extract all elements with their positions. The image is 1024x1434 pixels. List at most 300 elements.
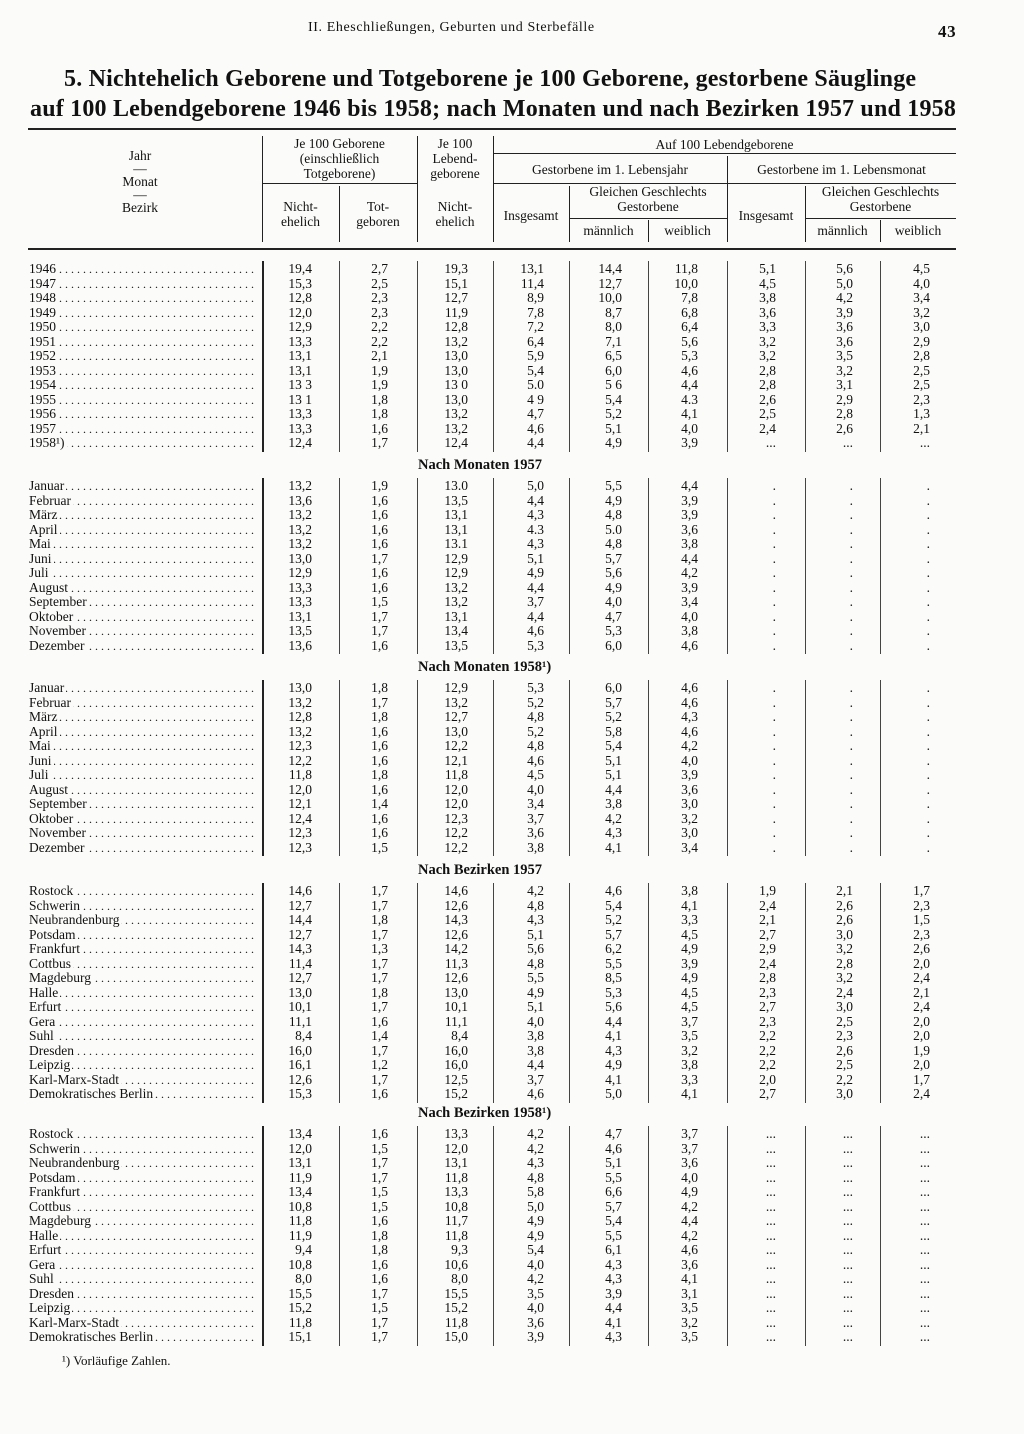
- table-cell: 1,5: [371, 1300, 388, 1315]
- table-cell: 4,1: [681, 897, 698, 913]
- row-label-text: März: [29, 710, 58, 724]
- table-cell: 5,1: [605, 767, 622, 782]
- row-label-text: 1951: [29, 334, 56, 349]
- row-label-text: August: [29, 580, 69, 595]
- table-cell: 5,1: [605, 752, 622, 768]
- table-row: [0, 812, 960, 827]
- table-cell: 3,0: [681, 796, 698, 811]
- table-cell: 2,3: [913, 897, 930, 913]
- row-label: [29, 393, 257, 408]
- row-label: [29, 624, 257, 639]
- header-nichtehelich: [262, 199, 339, 229]
- row-label: [29, 1127, 257, 1142]
- table-cell: ...: [919, 1227, 930, 1243]
- table-cell: 4,9: [681, 941, 698, 956]
- table-cell: 19,3: [444, 261, 468, 276]
- stub-dash: —: [133, 161, 147, 176]
- table-cell: 13,0: [288, 984, 312, 1000]
- table-cell: 5,6: [836, 261, 853, 276]
- table-cell: 4,2: [527, 1126, 544, 1141]
- row-label-text: Demokratisches Berlin: [29, 1330, 154, 1344]
- table-cell: 2,6: [759, 391, 776, 407]
- table-cell: .: [772, 781, 776, 797]
- table-cell: 3,7: [527, 594, 544, 609]
- table-cell: .: [849, 723, 853, 739]
- table-cell: 5,6: [681, 333, 698, 349]
- table-cell: .: [926, 521, 930, 537]
- table-cell: 3,5: [681, 1028, 698, 1043]
- table-cell: 4,8: [527, 709, 544, 724]
- table-cell: 4,1: [605, 1314, 622, 1330]
- table-cell: 1,9: [759, 883, 776, 898]
- table-cell: 5,7: [605, 926, 622, 942]
- table-cell: 2,7: [759, 999, 776, 1014]
- table-cell: .: [849, 637, 853, 653]
- table-cell: 4,2: [681, 1227, 698, 1243]
- row-label-text: 1958¹): [29, 436, 65, 450]
- table-cell: 13,0: [444, 348, 468, 363]
- table-cell: 4,2: [681, 738, 698, 753]
- section-title-text: Nach Bezirken 1957: [418, 862, 543, 878]
- row-label-text: Juni: [29, 551, 52, 566]
- table-cell: 3,9: [681, 767, 698, 782]
- section-title-text: Nach Bezirken 1958¹): [418, 1105, 552, 1121]
- table-cell: .: [926, 752, 930, 768]
- row-label: [29, 812, 257, 827]
- header-gest-jahr: Gestorbene im 1. Lebensjahr: [532, 162, 688, 177]
- table-cell: ...: [842, 1329, 853, 1344]
- table-cell: 4,6: [681, 1242, 698, 1257]
- table-cell: 3,2: [759, 348, 776, 363]
- table-cell: .: [772, 594, 776, 609]
- table-cell: ...: [842, 435, 853, 450]
- table-cell: 4,3: [605, 1329, 622, 1344]
- header-geboren-line: geboren: [356, 214, 400, 229]
- table-cell: 13,6: [288, 492, 312, 508]
- table-cell: 5,7: [605, 1198, 622, 1214]
- table-cell: 2,8: [759, 970, 776, 985]
- table-cell: 2,4: [759, 420, 776, 436]
- table-cell: 11,1: [288, 1013, 312, 1029]
- table-cell: 5,3: [527, 637, 544, 653]
- table-cell: 4,4: [681, 478, 698, 493]
- table-cell: ...: [842, 1227, 853, 1243]
- table-cell: ...: [842, 1198, 853, 1214]
- row-label: [29, 523, 257, 538]
- table-cell: ...: [765, 1285, 776, 1301]
- table-cell: 3,1: [836, 377, 853, 392]
- table-cell: 2,1: [759, 912, 776, 927]
- table-cell: 6,8: [681, 304, 698, 320]
- table-cell: .: [772, 550, 776, 566]
- table-cell: ...: [842, 1271, 853, 1286]
- table-cell: 4,0: [681, 608, 698, 624]
- table-row: [0, 1214, 960, 1229]
- table-cell: 3,6: [836, 333, 853, 349]
- table-row: [0, 957, 960, 972]
- row-label: [29, 508, 257, 523]
- table-cell: .: [772, 478, 776, 493]
- table-cell: 12,6: [444, 926, 468, 942]
- table-row: [0, 523, 960, 538]
- row-label-text: Halle: [29, 985, 59, 1000]
- table-cell: 5,6: [527, 941, 544, 956]
- row-label: [29, 696, 257, 711]
- table-cell: 5,0: [527, 1198, 544, 1214]
- table-cell: 4,4: [681, 550, 698, 566]
- row-label: [29, 349, 257, 364]
- table-cell: 12,2: [444, 738, 468, 753]
- table-cell: 2,3: [836, 1028, 853, 1043]
- table-cell: 2,8: [913, 348, 930, 363]
- table-cell: 3,9: [681, 579, 698, 595]
- table-cell: 1,7: [371, 999, 388, 1014]
- table-cell: .: [849, 839, 853, 855]
- table-row: [0, 899, 960, 914]
- header-weiblich-monat: weiblich: [894, 223, 942, 238]
- table-cell: 12,3: [288, 839, 312, 855]
- table-cell: ...: [765, 1314, 776, 1330]
- table-cell: 1,7: [371, 1155, 388, 1170]
- header-gestorbene-line: Gestorbene: [849, 199, 912, 214]
- table-cell: 4,0: [605, 594, 622, 609]
- hdr-hline: [262, 183, 417, 184]
- table-cell: 4,8: [527, 897, 544, 913]
- row-label-text: September: [29, 797, 87, 811]
- table-cell: 5 6: [605, 377, 622, 392]
- row-label: [29, 1258, 257, 1273]
- table-cell: 2,0: [913, 1028, 930, 1043]
- table-cell: 13,1: [444, 521, 468, 537]
- table-cell: 1,5: [371, 594, 388, 609]
- table-cell: 4,2: [527, 1271, 544, 1286]
- table-row: [0, 841, 960, 856]
- table-cell: 4,3: [527, 1155, 544, 1170]
- table-cell: 3,8: [527, 839, 544, 855]
- row-label-text: Suhl: [29, 1029, 54, 1043]
- table-cell: ...: [919, 1140, 930, 1156]
- table-cell: 13,4: [444, 623, 468, 638]
- table-cell: 3,0: [836, 1086, 853, 1101]
- table-cell: .: [772, 752, 776, 768]
- table-cell: 2,5: [913, 362, 930, 378]
- table-cell: 15,3: [288, 275, 312, 291]
- table-cell: ...: [765, 1271, 776, 1286]
- table-cell: 12,0: [444, 1140, 468, 1156]
- table-cell: 13,2: [444, 333, 468, 349]
- table-cell: 2,6: [836, 1042, 853, 1058]
- header-je100-geborene-line: Je 100 Geborene: [294, 136, 385, 151]
- table-row: [0, 393, 960, 408]
- table-cell: 13,0: [444, 723, 468, 739]
- table-cell: ...: [765, 435, 776, 450]
- table-cell: 5,2: [605, 709, 622, 724]
- row-label: [29, 1000, 257, 1015]
- table-cell: 5,9: [527, 348, 544, 363]
- header-gest-monat: Gestorbene im 1. Lebensmonat: [757, 162, 926, 177]
- table-cell: 15,5: [288, 1285, 312, 1301]
- row-label: [29, 1200, 257, 1215]
- row-label-text: Leipzig: [29, 1058, 71, 1072]
- table-cell: 11,9: [288, 1169, 312, 1185]
- table-cell: ...: [919, 1213, 930, 1228]
- table-cell: 4,9: [605, 435, 622, 450]
- table-cell: 4,1: [681, 1271, 698, 1286]
- table-cell: ...: [919, 1242, 930, 1257]
- table-cell: .: [926, 738, 930, 753]
- table-cell: 2,1: [836, 883, 853, 898]
- table-cell: 13,0: [288, 550, 312, 566]
- row-label-text: Erfurt: [29, 1000, 62, 1014]
- table-cell: 1,6: [371, 825, 388, 840]
- stub-bezirk: Bezirk: [122, 200, 158, 215]
- table-cell: .: [849, 767, 853, 782]
- table-cell: 11,4: [288, 955, 312, 971]
- table-cell: 16,0: [444, 1057, 468, 1072]
- table-cell: ...: [919, 1198, 930, 1214]
- table-cell: 12,0: [288, 781, 312, 797]
- table-cell: 11,8: [674, 261, 698, 276]
- row-label: [29, 1029, 257, 1044]
- table-cell: 5,1: [605, 420, 622, 436]
- table-cell: 16,1: [288, 1057, 312, 1072]
- table-row: [0, 291, 960, 306]
- table-cell: ...: [765, 1256, 776, 1272]
- table-cell: 1,8: [371, 1227, 388, 1243]
- table-cell: 2,6: [836, 897, 853, 913]
- table-row: [0, 1127, 960, 1142]
- table-cell: 1,9: [371, 478, 388, 493]
- table-cell: 1,9: [913, 1042, 930, 1058]
- table-cell: .: [849, 680, 853, 695]
- table-row: [0, 407, 960, 422]
- table-cell: 12,2: [444, 825, 468, 840]
- header-ehelich-line: ehelich: [435, 214, 475, 229]
- table-cell: 1,6: [371, 1256, 388, 1272]
- table-cell: 4,2: [836, 290, 853, 305]
- table-cell: 1,5: [371, 1184, 388, 1199]
- row-label: [29, 1287, 257, 1302]
- table-cell: 3,5: [681, 1329, 698, 1344]
- table-cell: 2,1: [913, 420, 930, 436]
- table-cell: 5,5: [527, 970, 544, 985]
- row-label-text: Schwerin: [29, 1141, 80, 1156]
- table-row: [0, 349, 960, 364]
- table-row: [0, 1200, 960, 1215]
- table-cell: 4,6: [681, 723, 698, 739]
- table-cell: 3,6: [759, 304, 776, 320]
- table-cell: 12,9: [444, 680, 468, 695]
- stub-dash: —: [133, 187, 147, 202]
- table-cell: .: [772, 608, 776, 624]
- table-cell: 1,4: [371, 796, 388, 811]
- table-cell: 13,2: [444, 579, 468, 595]
- table-cell: 1,7: [371, 623, 388, 638]
- table-cell: .: [849, 825, 853, 840]
- table-cell: 11,8: [444, 1314, 468, 1330]
- table-cell: .: [849, 507, 853, 522]
- table-row: [0, 1000, 960, 1015]
- table-cell: 2,4: [913, 1086, 930, 1101]
- table-cell: 11,8: [444, 1169, 468, 1185]
- table-row: [0, 624, 960, 639]
- table-cell: 5,2: [527, 723, 544, 739]
- table-cell: 2,3: [759, 984, 776, 1000]
- table-cell: 13,2: [288, 723, 312, 739]
- table-cell: 13,6: [288, 637, 312, 653]
- table-cell: 12,4: [288, 435, 312, 450]
- table-cell: 1,7: [371, 1329, 388, 1344]
- table-cell: 12,7: [444, 290, 468, 305]
- table-row: [0, 884, 960, 899]
- table-row: [0, 566, 960, 581]
- row-label-text: Neubrandenburg: [29, 1156, 120, 1170]
- row-label-text: Cottbus: [29, 1199, 72, 1214]
- table-cell: .: [926, 579, 930, 595]
- row-label: [29, 1243, 257, 1258]
- table-cell: 5,4: [605, 391, 622, 407]
- table-cell: 8,9: [527, 290, 544, 305]
- table-cell: ...: [842, 1184, 853, 1199]
- table-cell: 13,0: [288, 680, 312, 695]
- table-row: [0, 942, 960, 957]
- table-cell: 12,9: [288, 565, 312, 580]
- row-label-text: Februar: [29, 493, 71, 508]
- table-cell: .: [926, 709, 930, 724]
- table-cell: .: [849, 594, 853, 609]
- table-cell: 1,6: [371, 536, 388, 551]
- table-cell: 15,1: [288, 1329, 312, 1344]
- table-cell: 3,9: [605, 1285, 622, 1301]
- row-label: [29, 335, 257, 350]
- table-cell: 1,3: [913, 406, 930, 421]
- table-cell: .: [849, 738, 853, 753]
- table-cell: 5,5: [605, 478, 622, 493]
- table-cell: 2,5: [836, 1057, 853, 1072]
- table-cell: 13,2: [288, 521, 312, 537]
- row-label: [29, 1087, 257, 1102]
- table-cell: 1,3: [371, 941, 388, 956]
- stub-jahr: Jahr: [128, 148, 152, 163]
- table-cell: 2,5: [913, 377, 930, 392]
- header-totgeboren: [339, 199, 417, 229]
- table-row: [0, 1185, 960, 1200]
- table-cell: 13,1: [288, 608, 312, 624]
- table-cell: 4,1: [605, 839, 622, 855]
- table-cell: 1,6: [371, 521, 388, 537]
- table-cell: 4,4: [527, 435, 544, 450]
- header-insgesamt-monat: Insgesamt: [738, 208, 794, 223]
- table-cell: 4,3: [527, 912, 544, 927]
- table-cell: 4,4: [605, 1013, 622, 1029]
- table-row: [0, 320, 960, 335]
- section-title-text: Nach Monaten 1957: [418, 457, 543, 473]
- header-bottom-rule: [28, 248, 956, 250]
- table-cell: 4,9: [527, 984, 544, 1000]
- table-cell: 12,3: [288, 825, 312, 840]
- table-cell: .: [849, 536, 853, 551]
- table-cell: 11,8: [288, 1213, 312, 1228]
- table-cell: 10,8: [444, 1198, 468, 1214]
- table-row: [0, 422, 960, 437]
- table-cell: 1,6: [371, 565, 388, 580]
- table-cell: 4,5: [681, 984, 698, 1000]
- table-cell: 12,4: [444, 435, 468, 450]
- table-cell: .: [772, 723, 776, 739]
- table-cell: 2,3: [759, 1013, 776, 1029]
- table-cell: .: [926, 623, 930, 638]
- table-cell: .: [772, 579, 776, 595]
- table-cell: ...: [842, 1126, 853, 1141]
- table-cell: 8,0: [451, 1271, 468, 1286]
- table-cell: 1,5: [913, 912, 930, 927]
- table-cell: ...: [842, 1242, 853, 1257]
- row-label: [29, 1229, 257, 1244]
- row-label: [29, 479, 257, 494]
- table-cell: 3,2: [681, 1042, 698, 1058]
- table-cell: 5,0: [836, 275, 853, 291]
- row-label: [29, 320, 257, 335]
- table-row: [0, 306, 960, 321]
- table-cell: 12,1: [288, 796, 312, 811]
- table-cell: 2,9: [836, 391, 853, 407]
- table-cell: 2,3: [913, 391, 930, 407]
- table-cell: .: [772, 709, 776, 724]
- table-cell: 1,7: [371, 1314, 388, 1330]
- table-cell: 5,4: [605, 1213, 622, 1228]
- row-label: [29, 1044, 257, 1059]
- row-label-text: Oktober: [29, 609, 74, 624]
- table-cell: 1,7: [371, 970, 388, 985]
- table-cell: 3,1: [681, 1285, 698, 1301]
- header-lebend-line: Lebend-: [432, 151, 478, 166]
- table-cell: 2,8: [836, 955, 853, 971]
- table-cell: ...: [919, 1184, 930, 1199]
- row-label: [29, 1214, 257, 1229]
- table-cell: .: [926, 594, 930, 609]
- row-label-text: 1946: [29, 262, 56, 276]
- row-label: [29, 681, 257, 696]
- table-cell: 1,6: [371, 752, 388, 768]
- table-row: [0, 913, 960, 928]
- table-cell: 5,5: [605, 955, 622, 971]
- row-label-text: Frankfurt: [29, 942, 80, 956]
- header-je100-line: Je 100: [437, 136, 473, 151]
- table-cell: 8,0: [605, 319, 622, 334]
- table-cell: 5,3: [605, 623, 622, 638]
- row-label-text: Gera: [29, 1014, 56, 1029]
- table-cell: ...: [919, 1155, 930, 1170]
- table-cell: .: [849, 694, 853, 710]
- header-geborene-line: geborene: [430, 166, 480, 181]
- table-cell: 12,7: [288, 926, 312, 942]
- table-cell: 1,9: [371, 377, 388, 392]
- table-cell: 6,4: [681, 319, 698, 334]
- table-cell: 3,7: [527, 810, 544, 826]
- table-cell: 14,6: [288, 883, 312, 898]
- row-label: [29, 783, 257, 798]
- row-label: [29, 1015, 257, 1030]
- table-cell: 11,9: [444, 304, 468, 320]
- table-cell: 3,2: [681, 1314, 698, 1330]
- footnote: ¹) Vorläufige Zahlen.: [62, 1353, 171, 1368]
- table-cell: 13 0: [444, 377, 468, 392]
- table-cell: 2,0: [913, 1013, 930, 1029]
- table-cell: .: [926, 492, 930, 508]
- table-cell: 4,3: [605, 1271, 622, 1286]
- table-row: [0, 1272, 960, 1287]
- table-cell: .: [772, 796, 776, 811]
